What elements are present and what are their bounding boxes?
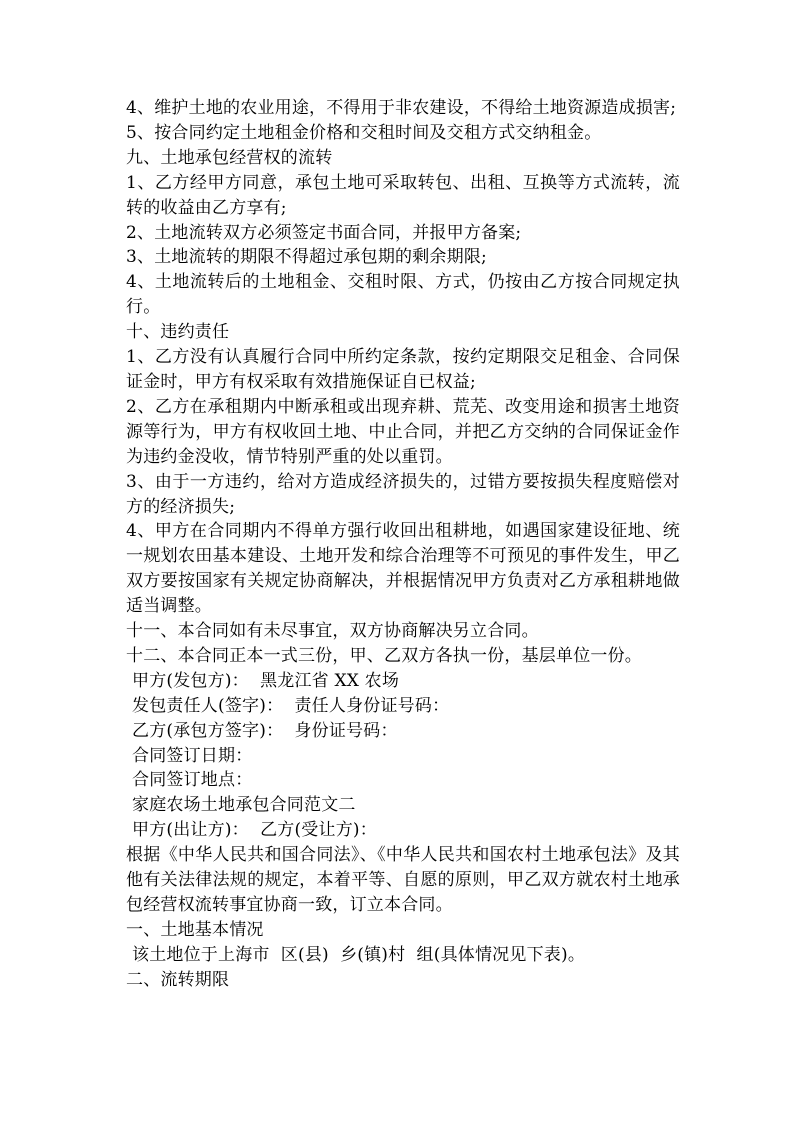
section-heading-12: 十二、本合同正本一式三份，甲、乙双方各执一份，基层单位一份。 bbox=[126, 645, 642, 666]
section-heading-land-info: 一、土地基本情况 bbox=[126, 919, 264, 940]
sample-two-title: 家庭农场土地承包合同范文二 bbox=[132, 795, 356, 816]
party-b-line: 乙方(承包方签字)： 身份证号码： bbox=[132, 720, 398, 741]
clause-10-2: 2、乙方在承租期内中断承租或出现弃耕、荒芜、改变用途和损害土地资源等行为，甲方有权收回土地、中止合同，并把乙方交纳的合同保证金作为违约金没收，情节特别严重的处以重罚。 bbox=[126, 396, 680, 467]
signing-place-line: 合同签订地点： bbox=[132, 770, 253, 791]
land-location-line: 该土地位于上海市 区(县) 乡(镇)村 组(具体情况见下表)。 bbox=[132, 944, 586, 965]
preamble-paragraph: 根据《中华人民共和国合同法》、《中华人民共和国农村土地承包法》及其他有关法律法规的规定，本着平等、自愿的原则，甲乙双方就农村土地承包经营权流转事宜协商一致，订立本合同。 bbox=[126, 845, 680, 915]
clause-10-1: 1、乙方没有认真履行合同中所约定条款，按约定期限交足租金、合同保证金时，甲方有权采取有效措施保证自已权益; bbox=[126, 347, 680, 392]
clause-10-4: 4、甲方在合同期内不得单方强行收回出租耕地，如遇国家建设征地、统一规划农田基本建设、土地开发和综合治理等不可预见的事件发生，甲乙双方要按国家有关规定协商解决，并根据情况甲方负责对乙方承租耕地做适当调整。 bbox=[126, 521, 680, 617]
clause-9-3: 3、土地流转的期限不得超过承包期的剩余期限; bbox=[126, 247, 487, 268]
party-a-line: 甲方(发包方)： 黑龙江省 XX 农场 bbox=[132, 670, 400, 691]
clause-10-3: 3、由于一方违约，给对方造成经济损失的，过错方要按损失程度赔偿对方的经济损失; bbox=[126, 471, 680, 517]
signing-date-line: 合同签订日期： bbox=[132, 745, 253, 766]
document-body bbox=[120, 96, 680, 993]
clause-9-4: 4、土地流转后的土地租金、交租时限、方式，仍按由乙方按合同规定执行。 bbox=[126, 272, 680, 318]
clause-9-2: 2、土地流转双方必须签定书面合同，并报甲方备案; bbox=[126, 222, 522, 243]
section-heading-9: 九、土地承包经营权的流转 bbox=[126, 147, 333, 168]
section-heading-10: 十、违约责任 bbox=[126, 322, 230, 343]
parties-line: 甲方(出让方)： 乙方(受让方)： bbox=[132, 820, 377, 841]
contractor-signature-line: 发包责任人(签字)： 责任人身份证号码： bbox=[132, 695, 450, 716]
clause-8-5: 5、按合同约定土地租金价格和交租时间及交租方式交纳租金。 bbox=[126, 122, 602, 143]
clause-9-1: 1、乙方经甲方同意，承包土地可采取转包、出租、互换等方式流转，流转的收益由乙方享有; bbox=[126, 172, 680, 218]
section-heading-11: 十一、本合同如有未尽事宜，双方协商解决另立合同。 bbox=[126, 621, 539, 642]
section-heading-term: 二、流转期限 bbox=[126, 969, 230, 990]
clause-8-4: 4、维护土地的农业用途，不得用于非农建设，不得给土地资源造成损害; bbox=[126, 98, 677, 118]
